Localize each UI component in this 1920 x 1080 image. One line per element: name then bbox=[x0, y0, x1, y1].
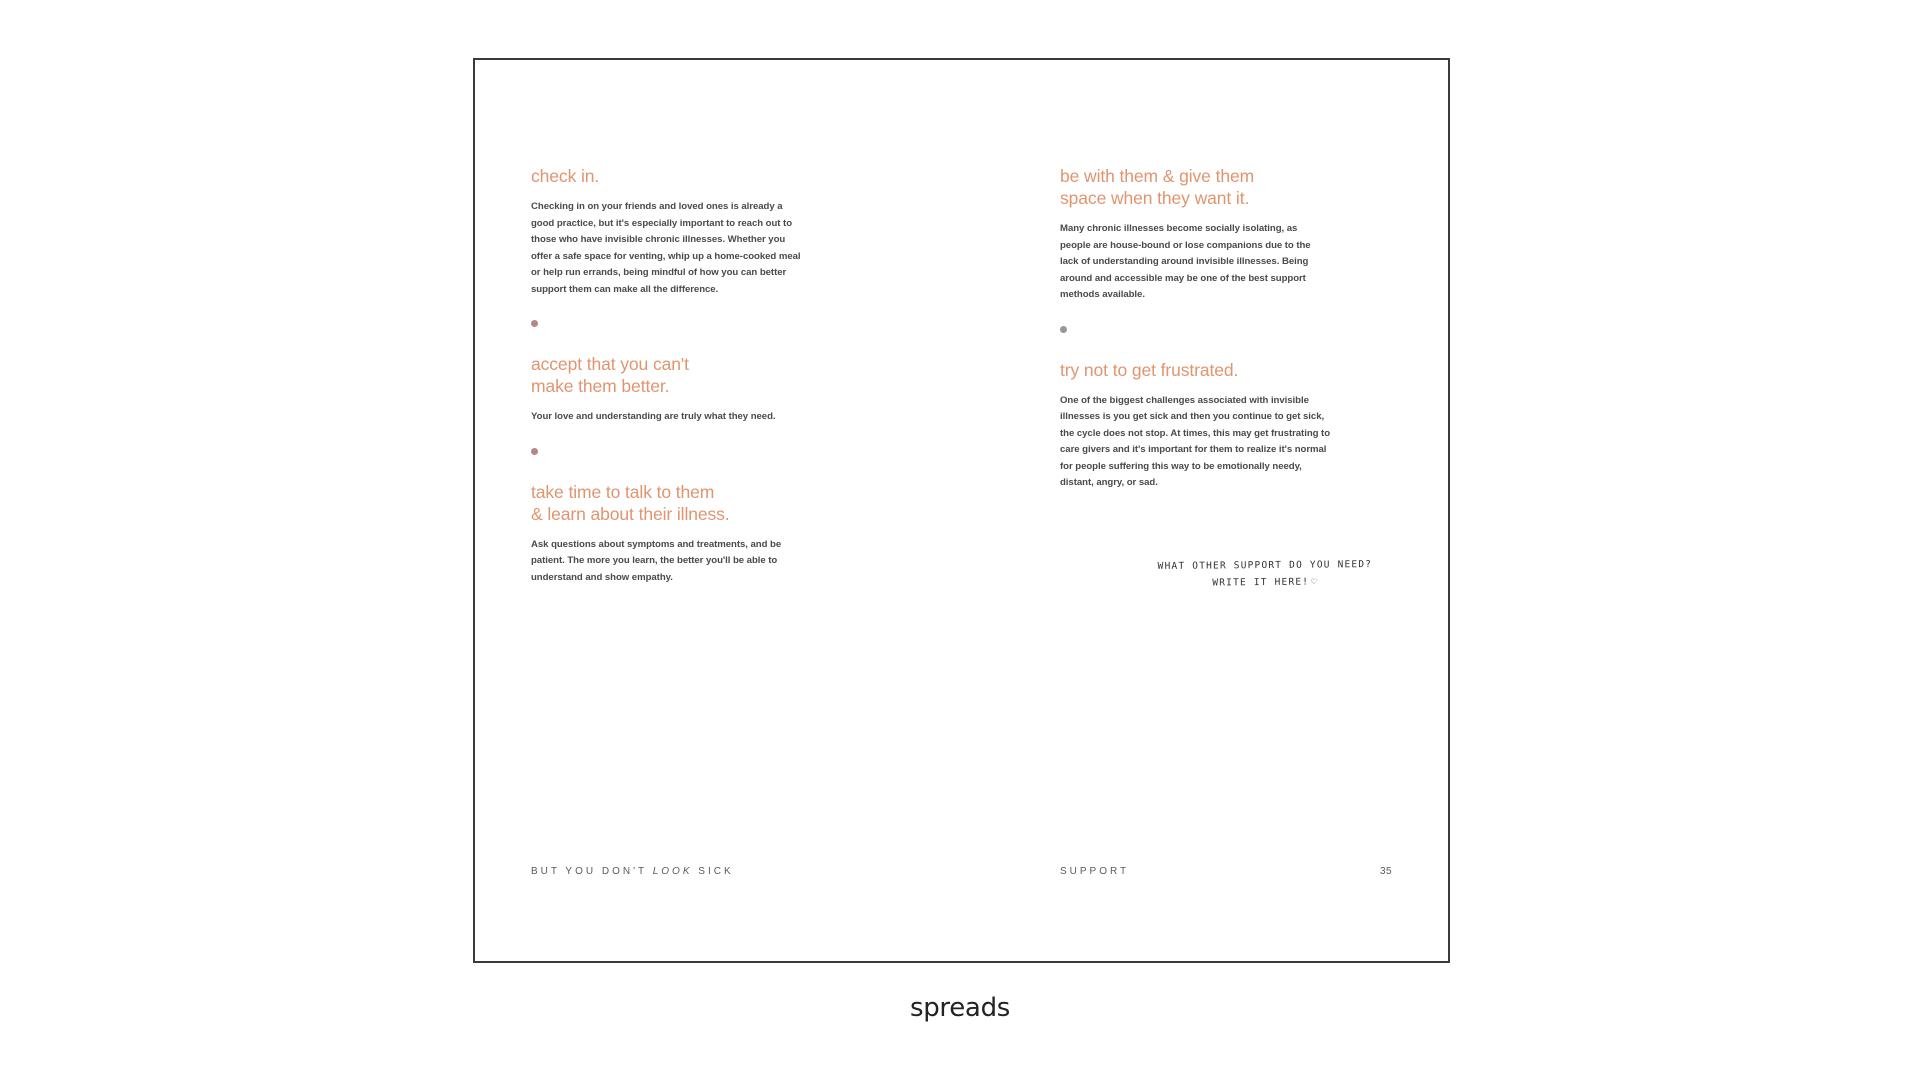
section-body: Ask questions about symptoms and treatments, and be patient. The more you learn, the better you'll be able to understand and show empathy. bbox=[531, 538, 782, 583]
section-body: Your love and understanding are truly what they need. bbox=[531, 411, 776, 422]
book-spread bbox=[473, 58, 1450, 963]
section-body: One of the biggest challenges associated with invisible illnesses is you get sick and then you continue to get sick, the cycle does not stop. At times, this may get frustrating to care givers and it's important for them to realize it's normal for people suffering this way to be emotionally needy, distant, angry, or sad. bbox=[1060, 394, 1331, 488]
dot-icon bbox=[1060, 326, 1067, 333]
section-heading: accept that you can't make them better. bbox=[531, 354, 689, 396]
left-page-column bbox=[531, 165, 801, 586]
handwritten-line: WHAT OTHER SUPPORT DO YOU NEED? bbox=[1157, 559, 1373, 572]
right-page-column bbox=[1060, 165, 1330, 492]
slide-caption: spreads bbox=[909, 993, 1011, 1023]
handwritten-note bbox=[1130, 556, 1400, 593]
heart-icon: ♡ bbox=[1311, 577, 1318, 588]
running-footer-book-title bbox=[531, 866, 734, 877]
running-footer-section: SUPPORT bbox=[1060, 866, 1130, 877]
page-number: 35 bbox=[1380, 866, 1393, 877]
section-talk bbox=[531, 481, 801, 587]
handwritten-line-with-heart bbox=[1130, 573, 1400, 593]
section-heading: try not to get frustrated. bbox=[1060, 359, 1239, 380]
dot-icon bbox=[531, 320, 538, 327]
section-body: Many chronic illnesses become socially isolating, as people are house-bound or lose companions due to the lack of understanding around invisible illnesses. Being around and accessible may be one of the best support methods available. bbox=[1060, 223, 1311, 300]
section-heading: take time to talk to them & learn about their illness. bbox=[531, 481, 730, 524]
handwritten-line: WRITE IT HERE! bbox=[1212, 576, 1310, 589]
dot-icon bbox=[531, 448, 538, 455]
section-be-with-them bbox=[1060, 165, 1330, 304]
section-check-in bbox=[531, 165, 801, 298]
footer-title-prefix: BUT YOU DON'T bbox=[531, 866, 653, 877]
footer-title-suffix: SICK bbox=[692, 866, 734, 877]
footer-title-emphasis: LOOK bbox=[652, 866, 693, 877]
section-heading: check in. bbox=[531, 166, 600, 186]
section-heading: be with them & give them space when they want it. bbox=[1060, 166, 1255, 208]
section-frustrated bbox=[1060, 359, 1330, 492]
section-body: Checking in on your friends and loved ones is already a good practice, but it's especially important to reach out to those who have invisible chronic illnesses. Whether you offer a safe space for venting, whip up a home-cooked meal or help run errands, being mindful of how you can better support them can make all the difference. bbox=[531, 201, 801, 295]
section-accept bbox=[531, 353, 801, 426]
